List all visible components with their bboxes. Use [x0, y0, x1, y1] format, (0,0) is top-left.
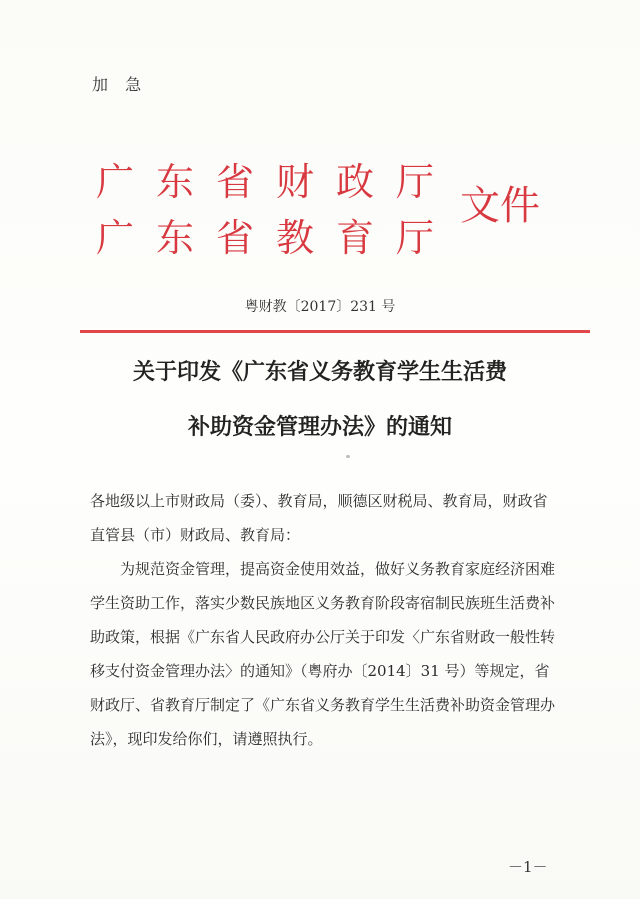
paper-speck	[346, 455, 350, 458]
main-paragraph: 为规范资金管理，提高资金使用效益，做好义务教育家庭经济困难学生资助工作，落实少数民族地区义务教育阶段寄宿制民族班生活费补助政策，根据《广东省人民政府办公厅关于印发〈广东省财政一般性转移支付资金管理办法〉的通知》（粤府办〔2014〕31 号）等规定，省财政厅、省教育厅制定了《广东省义务教育学生生活费补助资金管理办法》，现印发给你们，请遵照执行。	[90, 560, 556, 748]
page-number: －1－	[508, 858, 548, 876]
document-header	[96, 158, 566, 278]
urgency-label: 加 急	[92, 75, 148, 94]
document-title-line-2: 补助资金管理办法》的通知	[187, 414, 452, 440]
document-number: 粤财教〔2017〕231 号	[244, 299, 396, 315]
document-title-line-1: 关于印发《广东省义务教育学生生活费	[132, 359, 507, 385]
document-body	[90, 484, 560, 756]
document-suffix: 文件	[460, 183, 540, 229]
addressee-paragraph: 各地级以上市财政局（委）、教育局，顺德区财税局、教育局，财政省直管县（市）财政局、教育局：	[90, 492, 548, 544]
red-divider-line	[80, 330, 590, 333]
issuer-education-department: 广东省教育厅	[96, 216, 457, 260]
issuer-finance-department: 广东省财政厅	[96, 160, 457, 204]
